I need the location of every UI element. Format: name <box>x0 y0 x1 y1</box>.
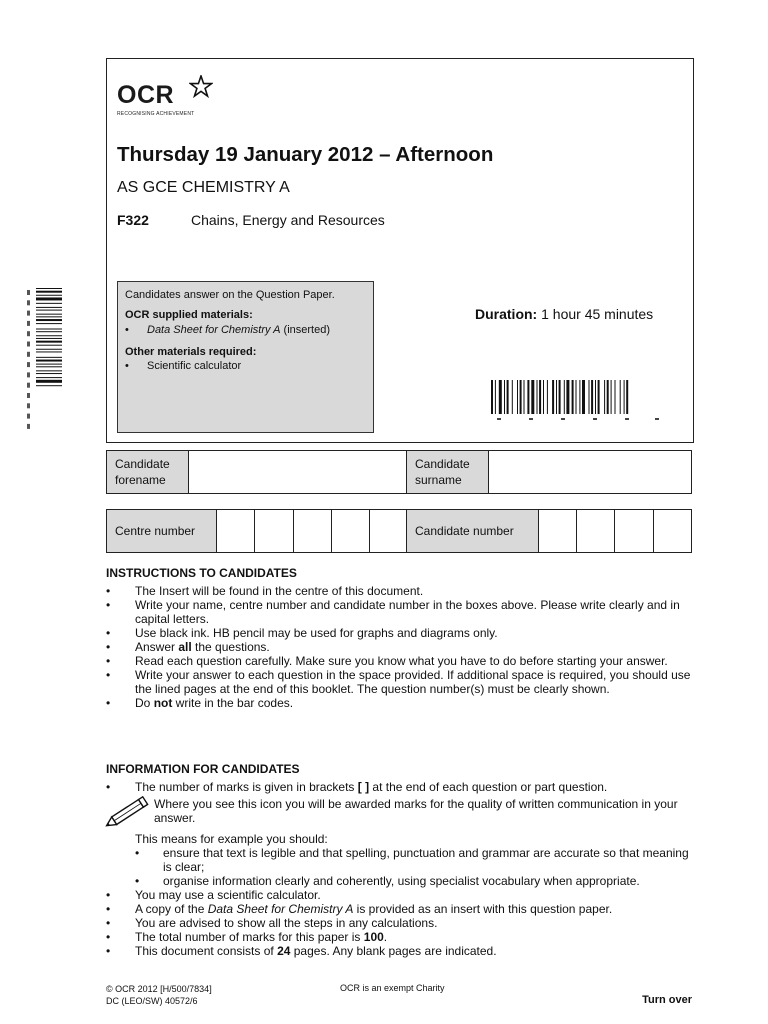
barcode-bar <box>495 380 496 414</box>
barcode-bar <box>615 380 616 414</box>
barcode-bar <box>512 380 513 414</box>
barcode-bar <box>36 351 62 352</box>
centre-number-digit-box[interactable] <box>255 510 294 552</box>
instructions-heading: INSTRUCTIONS TO CANDIDATES <box>106 566 297 580</box>
example-lead: This means for example you should: <box>135 832 328 846</box>
barcode-digit-mark <box>625 418 629 420</box>
required-material-item: • Scientific calculator <box>125 360 242 373</box>
instruction-item: • Answer all the questions. <box>106 640 270 654</box>
barcode-bar <box>36 310 62 311</box>
instruction-item: • Do not write in the bar codes. <box>106 696 294 710</box>
information-item: • The number of marks is given in brackets [ ] at the end of each question or part question. <box>106 780 608 794</box>
barcode-bar <box>611 380 612 414</box>
barcode-bar <box>626 380 628 414</box>
barcode-digit-mark <box>27 300 30 305</box>
barcode-bar <box>576 380 577 414</box>
barcode-bar <box>579 380 580 414</box>
barcode-bar <box>36 373 62 374</box>
example-sub-item: • organise information clearly and coherently, using specialist vocabulary when appropriate. <box>135 874 640 888</box>
candidate-number-digit-box[interactable] <box>539 510 577 552</box>
barcode-digit-mark <box>27 403 30 408</box>
materials-lead: Candidates answer on the Question Paper. <box>125 289 335 301</box>
barcode-bar <box>491 380 493 414</box>
barcode-bar <box>620 380 621 414</box>
barcode-bar <box>36 338 62 339</box>
qwc-note <box>106 795 696 831</box>
barcode-bar <box>566 380 569 414</box>
barcode-digit-mark <box>27 424 30 429</box>
example-sub-item: • ensure that text is legible and that spelling, punctuation and grammar are accurate so that meaning is clear; <box>135 846 689 874</box>
candidate-number-row <box>106 509 692 553</box>
barcode-bar <box>36 370 62 371</box>
materials-box <box>117 281 374 433</box>
barcode-bar <box>36 314 62 315</box>
barcode-bar <box>36 349 62 350</box>
barcode-bar <box>604 380 605 414</box>
barcode-bar <box>543 380 544 414</box>
barcode-digit-mark <box>27 372 30 377</box>
centre-number-digit-box[interactable] <box>370 510 407 552</box>
surname-label: Candidate surname <box>407 451 489 493</box>
barcode-bar <box>36 357 62 358</box>
supplied-materials-heading: OCR supplied materials: <box>125 309 253 322</box>
subject-title: AS GCE CHEMISTRY A <box>117 179 290 196</box>
cover-header-box <box>106 58 694 443</box>
barcode-bar <box>552 380 554 414</box>
qwc-note-text: Where you see this icon you will be awarded marks for the quality of written communication in your answer. <box>154 797 678 825</box>
barcode-bar <box>589 380 590 414</box>
barcode-digit-mark <box>561 418 565 420</box>
unit-title: Chains, Energy and Resources <box>191 212 385 228</box>
pencil-icon <box>100 795 154 831</box>
barcode-bar <box>531 380 534 414</box>
barcode-digit-mark <box>27 290 30 295</box>
barcode-bar <box>507 380 509 414</box>
barcode-bar <box>36 288 62 289</box>
instruction-item: • Write your answer to each question in the space provided. If additional space is required, you should use the lined pages at the end of this booklet. The question number(s) must be clearly shown. <box>106 668 691 696</box>
required-materials-heading: Other materials required: <box>125 345 257 358</box>
logo-tagline: RECOGNISING ACHIEVEMENT <box>117 111 195 117</box>
barcode-digit-mark <box>529 418 533 420</box>
information-item: • A copy of the Data Sheet for Chemistry A is provided as an insert with this question paper. <box>106 902 613 916</box>
centre-number-digit-box[interactable] <box>294 510 332 552</box>
barcode-bar <box>582 380 585 414</box>
forename-label: Candidate forename <box>107 451 189 493</box>
information-item: • This document consists of 24 pages. Any blank pages are indicated. <box>106 944 497 958</box>
barcode-bar <box>524 380 525 414</box>
bullet: • <box>125 323 129 336</box>
barcode-digit-mark <box>27 352 30 357</box>
barcode-bar <box>598 380 600 414</box>
barcode-bar <box>539 380 541 414</box>
instruction-item: • Read each question carefully. Make sure you know what you have to do before starting your answer. <box>106 654 668 668</box>
barcode-bar <box>36 364 62 365</box>
barcode-bar <box>547 380 548 414</box>
information-item: • The total number of marks for this paper is 100. <box>106 930 388 944</box>
barcode-digit-mark <box>27 331 30 336</box>
barcode-bar <box>36 385 62 386</box>
barcode-digit-mark <box>497 418 501 420</box>
barcode-bar <box>564 380 565 414</box>
barcode-bar <box>36 297 62 300</box>
barcode-bar <box>556 380 557 414</box>
barcode-bar <box>520 380 522 414</box>
centre-number-digit-box[interactable] <box>332 510 370 552</box>
barcode-bar <box>36 303 62 304</box>
footer-charity: OCR is an exempt Charity <box>340 983 445 993</box>
barcode-bar <box>36 323 62 324</box>
barcode-bar <box>607 380 609 414</box>
ocr-logo <box>117 81 194 117</box>
barcode-bar <box>504 380 505 414</box>
barcode-bar <box>624 380 625 414</box>
information-item: • You are advised to show all the steps in any calculations. <box>106 916 438 930</box>
barcode-digit-mark <box>655 418 659 420</box>
barcode-bar <box>527 380 529 414</box>
barcode-bar <box>517 380 518 414</box>
barcode-vertical <box>22 286 64 436</box>
barcode-bar <box>36 341 62 343</box>
ocr-star-icon <box>189 75 213 99</box>
candidate-number-digit-box[interactable] <box>577 510 615 552</box>
candidate-number-label: Candidate number <box>407 510 539 552</box>
barcode-bar <box>36 295 62 296</box>
barcode-digit-mark <box>27 393 30 398</box>
barcode-horizontal <box>489 379 669 424</box>
centre-number-label: Centre number <box>107 510 217 552</box>
barcode-digit-mark <box>27 414 30 419</box>
barcode-bar <box>36 316 62 317</box>
information-section <box>106 762 696 958</box>
footer-copyright: © OCR 2012 [H/500/7834] DC (LEO/SW) 40572/6 <box>106 984 212 1006</box>
barcode-bar <box>36 331 62 332</box>
surname-input-box[interactable] <box>489 451 691 493</box>
barcode-bar <box>36 291 62 293</box>
barcode-bar <box>36 329 62 330</box>
information-heading: INFORMATION FOR CANDIDATES <box>106 762 300 776</box>
barcode-bar <box>36 366 62 367</box>
barcode-bar <box>36 335 62 336</box>
barcode-digit-mark <box>27 311 30 316</box>
barcode-bar <box>36 319 62 321</box>
barcode-bar <box>36 380 62 383</box>
barcode-digit-mark <box>27 342 30 347</box>
centre-number-digit-box[interactable] <box>217 510 255 552</box>
barcode-bar <box>36 345 62 346</box>
barcode-bar <box>36 377 62 378</box>
bullet: • <box>125 360 129 373</box>
barcode-bar <box>537 380 538 414</box>
barcode-bar <box>499 380 502 414</box>
barcode-digit-mark <box>27 321 30 326</box>
turn-over-label: Turn over <box>642 994 692 1006</box>
information-item: • You may use a scientific calculator. <box>106 888 321 902</box>
candidate-number-digit-box[interactable] <box>654 510 691 552</box>
barcode-bar <box>559 380 561 414</box>
barcode-digit-mark <box>27 362 30 367</box>
barcode-bar <box>36 360 62 362</box>
barcode-bar <box>591 380 593 414</box>
unit-code: F322 <box>117 212 149 228</box>
barcode-bar <box>36 307 62 308</box>
barcode-bar <box>572 380 574 414</box>
instruction-item: • The Insert will be found in the centre of this document. <box>106 584 424 598</box>
barcode-digit-mark <box>27 383 30 388</box>
candidate-name-row <box>106 450 692 494</box>
logo-text: OCR <box>117 81 175 109</box>
forename-input-box[interactable] <box>189 451 407 493</box>
candidate-number-digit-box[interactable] <box>615 510 654 552</box>
barcode-bar <box>595 380 596 414</box>
exam-date-title: Thursday 19 January 2012 – Afternoon <box>117 143 494 166</box>
supplied-material-item: • Data Sheet for Chemistry A (inserted) <box>125 323 331 336</box>
instruction-item: • Write your name, centre number and candidate number in the boxes above. Please write clearly and in capital letters. <box>106 598 680 626</box>
duration: Duration: 1 hour 45 minutes <box>475 306 654 322</box>
instruction-item: • Use black ink. HB pencil may be used for graphs and diagrams only. <box>106 626 498 640</box>
barcode-digit-mark <box>593 418 597 420</box>
instructions-section <box>106 566 696 710</box>
